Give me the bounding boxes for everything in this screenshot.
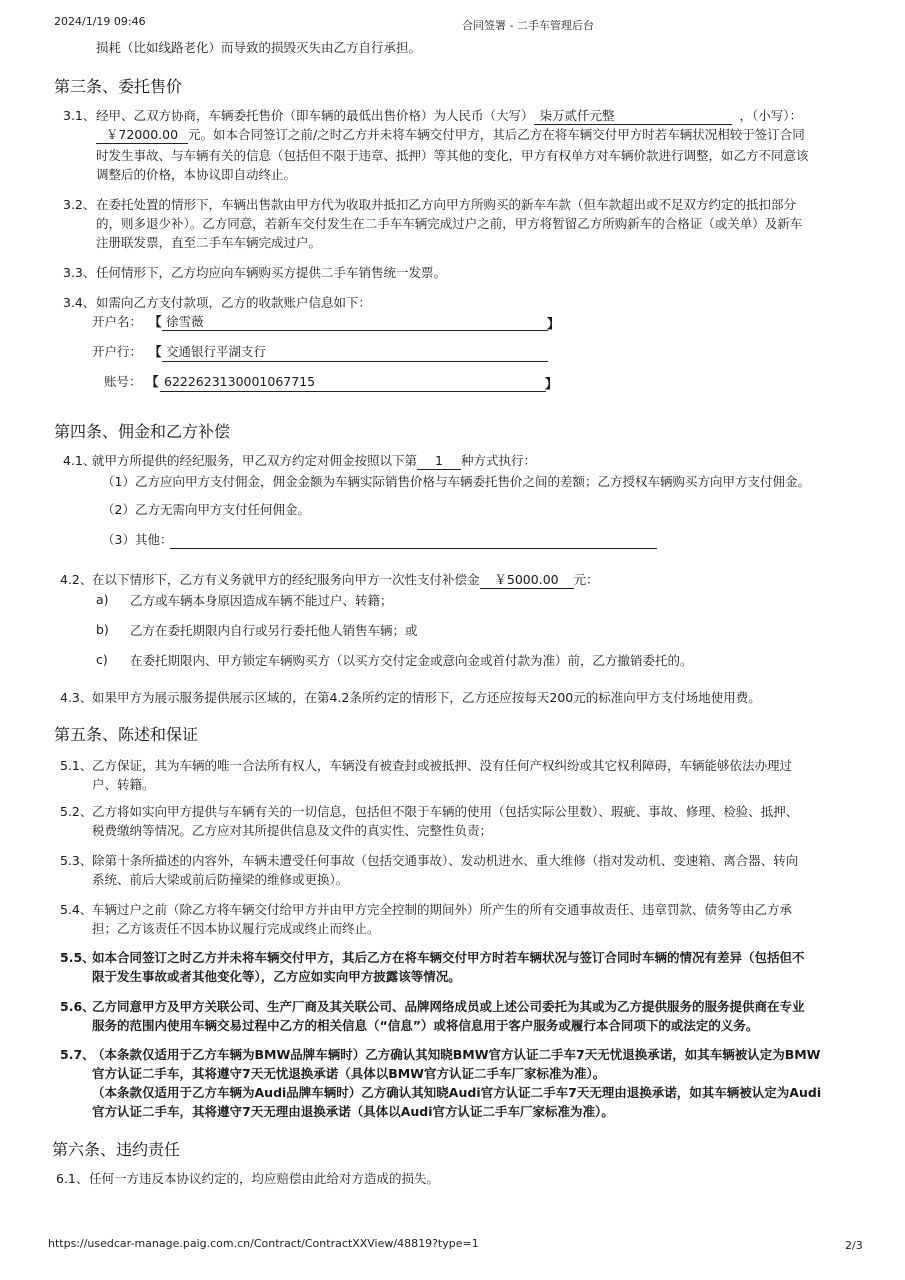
section-3-heading: 第三条、委托售价 [54,77,183,96]
account-number-left-bracket: 【 [146,374,159,389]
clause-3-3-line1: 任何情形下，乙方均应向车辆购买方提供二手车销售统一发票。 [96,265,447,280]
clause-4-3-line1: 如果甲方为展示服务提供展示区域的，在第4.2条所约定的情形下，乙方还应按每天200元的标准向甲方支付场地使用费。 [92,690,761,705]
clause-3-4-line1: 如需向乙方支付款项，乙方的收款账户信息如下： [96,295,372,310]
clause-4-2-item-b: 乙方在委托期限内自行或另行委托他人销售车辆；或 [130,623,418,638]
clause-3-1-line3: 时发生事故、与车辆有关的信息（包括但不限于违章、抵押）等其他的变化，甲方有权单方对车辆价款进行调整，如乙方不同意该 [96,148,809,163]
commission-choice-field: 1 [417,453,461,470]
clause-4-2-line1: 在以下情形下，乙方有义务就甲方的经纪服务向甲方一次性支付补偿金 ￥5000.00 元： [92,572,599,587]
section-4-heading: 第四条、佣金和乙方补偿 [54,422,231,441]
clause-3-2-line3: 注册联发票，直至二手车车辆完成过户。 [96,235,322,250]
clause-4-2-number: 4.2、 [60,572,93,587]
clause-4-1-option2: （2）乙方无需向甲方支付任何佣金。 [102,502,310,517]
account-name-left-bracket: 【 [149,314,162,329]
bank-value: 交通银行平湖支行 [166,344,267,359]
compensation-amount-field: ￥5000.00 [480,572,574,589]
clause-5-7-line3: （本条款仅适用于乙方车辆为Audi品牌车辆时）乙方确认其知晓Audi官方认证二手车7天无理由退换承诺，如其车辆被认定为Audi [92,1085,822,1100]
print-page-title: 合同签署 - 二手车管理后台 [462,19,594,32]
clause-5-5-number: 5.5、 [60,950,95,965]
clause-5-3-line2: 系统、前后大梁或前后防撞梁的维修或更换）。 [92,872,349,887]
clause-3-4-number: 3.4、 [63,295,96,310]
clause-4-1-line1: 就甲方所提供的经纪服务，甲乙双方约定对佣金按照以下第 1 种方式执行： [92,453,537,468]
clause-5-5-line1: 如本合同签订之时乙方并未将车辆交付甲方，其后乙方在将车辆交付甲方时若车辆状况与签订合同时车辆的情况有差异（包括但不 [92,950,805,965]
clause-6-1-line1: 任何一方违反本协议约定的，均应赔偿由此给对方造成的损失。 [89,1171,440,1186]
clause-5-1-line1: 乙方保证，其为车辆的唯一合法所有权人，车辆没有被查封或被抵押、没有任何产权纠纷或其它权利障碍，车辆能够依法办理过 [92,758,793,773]
clause-5-3-number: 5.3、 [60,853,93,868]
bank-left-bracket: 【 [149,344,162,359]
clause-5-7-line4: 官方认证二手车，其将遵守7天无理由退换承诺（具体以Audi官方认证二手车厂家标准为准）。 [92,1104,614,1119]
clause-5-4-line2: 担；乙方该责任不因本协议履行完成或终止而终止。 [92,921,380,936]
clause-3-2-line2: 的，则多退少补）。乙方同意，若新车交付发生在二手车车辆完成过户之前，甲方将暂留乙方所购新车的合格证（或关单）及新车 [96,216,803,231]
account-name-underline [162,330,548,331]
account-number-underline [160,391,546,392]
account-number-value: 6222623130001067715 [164,374,316,389]
clause-5-4-line1: 车辆过户之前（除乙方将车辆交付给甲方并由甲方完全控制的期间外）所产生的所有交通事故责任、违章罚款、债务等由乙方承 [92,902,793,917]
account-name-label: 开户名： [92,314,143,329]
clause-4-2-item-b-index: b) [96,622,109,637]
price-upper-field: 柒万贰仟元整 [534,108,732,125]
clause-5-1-number: 5.1、 [60,758,93,773]
clause-5-6-line1: 乙方同意甲方及甲方关联公司、生产厂商及其关联公司、品牌网络成员或上述公司委托为其或为乙方提供服务的服务提供商在专业 [92,999,805,1014]
clause-5-6-number: 5.6、 [60,999,95,1014]
continuation-line: 损耗（比如线路老化）而导致的损毁灭失由乙方自行承担。 [96,40,422,55]
clause-3-3-number: 3.3、 [63,265,96,280]
clause-5-7-line1: （本条款仅适用于乙方车辆为BMW品牌车辆时）乙方确认其知晓BMW官方认证二手车7天无忧退换承诺，如其车辆被认定为BMW [92,1047,821,1062]
account-name-right-bracket: 】 [547,316,560,331]
other-option-underline [170,548,657,549]
clause-4-1-number: 4.1、 [63,453,96,468]
clause-3-2-line1: 在委托处置的情形下，车辆出售款由甲方代为收取并抵扣乙方向甲方所购买的新车车款（但车款超出或不足双方约定的抵扣部分 [96,197,797,212]
clause-5-3-line1: 除第十条所描述的内容外，车辆未遭受任何事故（包括交通事故）、发动机进水、重大维修（指对发动机、变速箱、离合器、转向 [92,853,799,868]
clause-3-1-number: 3.1、 [63,108,96,123]
clause-5-6-line2: 服务的范围内使用车辆交易过程中乙方的相关信息（“信息”）或将信息用于客户服务或履行本合同项下的或法定的义务。 [92,1018,759,1033]
clause-6-1-number: 6.1、 [56,1171,89,1186]
clause-5-2-line1: 乙方将如实向甲方提供与车辆有关的一切信息，包括但不限于车辆的使用（包括实际公里数）、瑕疵、事故、修理、检验、抵押、 [92,804,799,819]
account-name-value: 徐雪薇 [166,314,204,329]
footer-page-number: 2/3 [845,1239,863,1252]
bank-underline [162,361,548,362]
clause-5-1-line2: 户、转籍。 [92,777,155,792]
clause-5-5-line2: 限于发生事故或者其他变化等），乙方应如实向甲方披露该等情况。 [92,969,461,984]
clause-4-2-item-c: 在委托期限内、甲方锁定车辆购买方（以买方交付定金或意向金或首付款为准）前，乙方撤销委托的。 [130,653,693,668]
clause-4-1-option3: （3）其他： [102,532,173,547]
clause-4-2-item-c-index: c) [96,652,108,667]
bank-label: 开户行： [92,344,143,359]
clause-4-3-number: 4.3、 [60,690,93,705]
clause-4-1-option1: （1）乙方应向甲方支付佣金，佣金金额为车辆实际销售价格与车辆委托售价之间的差额；乙方授权车辆购买方向甲方支付佣金。 [102,474,810,489]
price-lower-field: ￥72000.00 [96,127,188,144]
clause-5-7-number: 5.7、 [60,1047,95,1062]
footer-url: https://usedcar-manage.paig.com.cn/Contract/ContractXXView/48819?type=1 [48,1237,479,1250]
clause-3-1-line2: ￥72000.00 元。如本合同签订之前/之时乙方并未将车辆交付甲方，其后乙方在将车辆交付甲方时若车辆状况相较于签订合同 [96,125,805,144]
clause-4-2-item-a-index: a) [96,592,109,607]
clause-5-7-line2: 官方认证二手车，其将遵守7天无忧退换承诺（具体以BMW官方认证二手车厂家标准为准）。 [92,1066,606,1081]
clause-3-1-line4: 调整后的价格，本协议即自动终止。 [96,167,297,182]
clause-5-4-number: 5.4、 [60,902,93,917]
account-number-label: 账号： [104,374,142,389]
clause-4-2-item-a: 乙方或车辆本身原因造成车辆不能过户、转籍； [130,593,393,608]
clause-3-1-line1: 经甲、乙双方协商，车辆委托售价（即车辆的最低出售价格）为人民币（大写） 柒万贰仟元整 ，（小写）： [96,108,803,123]
clause-5-2-number: 5.2、 [60,804,93,819]
section-5-heading: 第五条、陈述和保证 [54,725,199,744]
print-datetime: 2024/1/19 09:46 [54,15,146,28]
section-6-heading: 第六条、违约责任 [52,1140,181,1159]
clause-3-2-number: 3.2、 [63,197,96,212]
clause-5-2-line2: 税费缴纳等情况。乙方应对其所提供信息及文件的真实性、完整性负责； [92,823,493,838]
account-number-right-bracket: 】 [545,376,558,391]
